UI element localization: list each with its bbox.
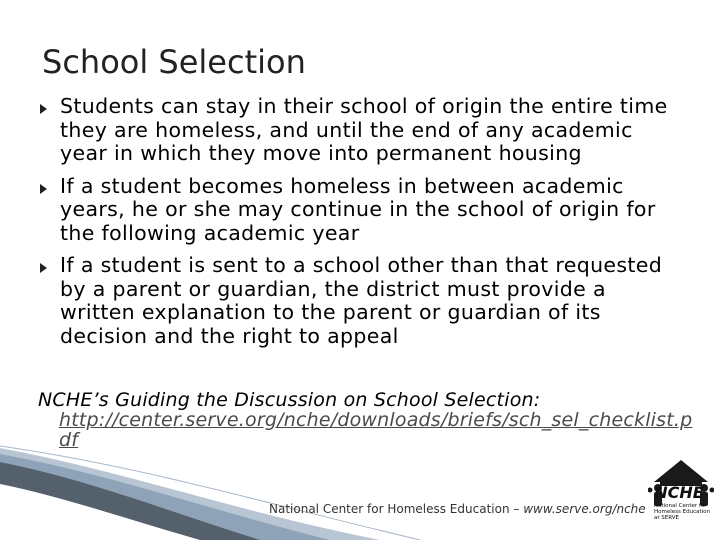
footer-org: National Center for Homeless Education –	[269, 502, 524, 516]
bullet-item	[36, 175, 676, 246]
footer	[269, 501, 646, 517]
logo-acronym: NCHE	[654, 483, 704, 502]
bullet-list	[36, 95, 676, 357]
reference-label: NCHE’s Guiding the Discussion on School Selection:	[38, 389, 541, 411]
reference-block	[38, 390, 698, 450]
logo-subtitle: National Center for Homeless Education at SERVE	[654, 503, 711, 521]
triangle-bullet-icon	[40, 263, 47, 273]
slide-title: School Selection	[42, 43, 306, 81]
footer-site: www.serve.org/nche	[523, 502, 646, 516]
swoosh-band-dark	[0, 462, 260, 540]
bullet-text: If a student becomes homeless in between academic years, he or she may continue in the school of origin for the following academic year	[60, 173, 656, 245]
triangle-bullet-icon	[40, 104, 47, 114]
bullet-text: Students can stay in their school of origin the entire time they are homeless, and until the end of any academic year in which they move into permanent housing	[60, 94, 668, 165]
bullet-item	[36, 254, 676, 348]
reference-link[interactable]: http://center.serve.org/nche/downloads/briefs/sch_sel_checklist.pdf	[59, 409, 693, 451]
bullet-item	[36, 95, 676, 166]
triangle-bullet-icon	[40, 184, 47, 194]
bullet-text: If a student is sent to a school other than that requested by a parent or guardian, the district must provide a written explanation to the parent or guardian of its decision and the right to appeal	[60, 253, 663, 348]
decorative-swoosh	[0, 440, 720, 540]
